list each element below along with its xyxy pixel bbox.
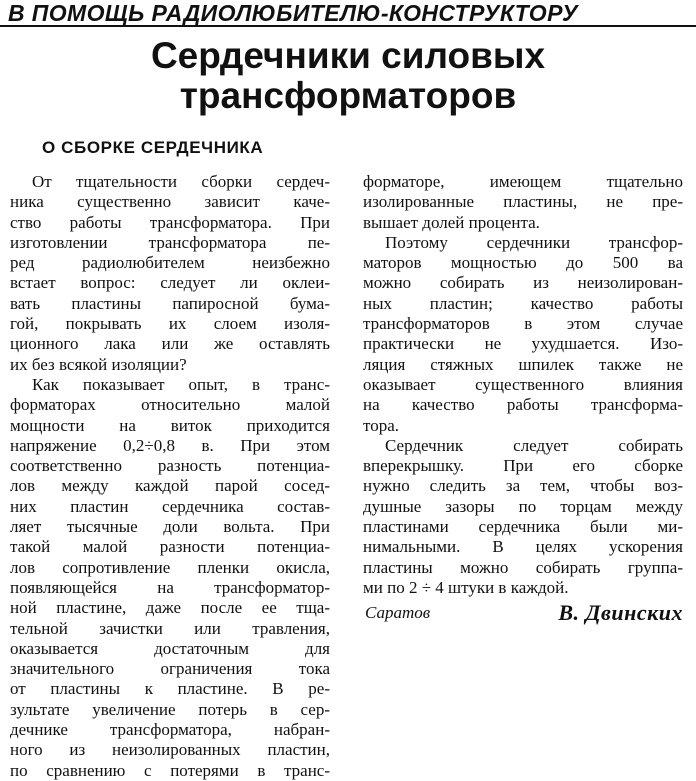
- signature-block: [363, 600, 683, 628]
- text-line: гой, покрывать их слоем изоля-: [10, 314, 330, 334]
- author-name: В. Двинских: [558, 600, 683, 625]
- text-line: практически не ухудшается. Изо-: [363, 334, 683, 354]
- text-line: От тщательности сборки сердеч-: [32, 172, 330, 191]
- text-column-left: [10, 172, 330, 781]
- text-line: такой малой разности потенциа-: [10, 537, 330, 557]
- text-line: Как показывает опыт, в транс-: [32, 374, 330, 394]
- text-line: тельной зачистки или травления,: [10, 618, 330, 638]
- text-line: Сердечник следует собирать: [385, 435, 683, 455]
- text-line: оказывает существенного влияния: [363, 374, 683, 394]
- text-line: на качество работы трансформа-: [363, 395, 683, 415]
- text-line: изолированные пластины, не пре-: [363, 192, 683, 212]
- text-line: мощности на виток приходится: [10, 415, 330, 435]
- text-line: зультате увеличение потерь в сер-: [10, 699, 330, 719]
- text-line: пластины можно собирать группа-: [363, 557, 683, 577]
- text-line: по сравнению с потерями в транс-: [10, 760, 330, 780]
- text-line: маторов мощностью до 500 ва: [363, 253, 683, 273]
- text-line: форматорах относительно малой: [10, 395, 330, 415]
- text-line: от пластины к пластине. В ре-: [10, 679, 330, 699]
- text-line: ми по 2 ÷ 4 штуки в каждой.: [363, 577, 569, 597]
- article-title-line-2: трансформаторов: [179, 75, 517, 116]
- text-line: нужно следить за тем, чтобы воз-: [363, 476, 683, 496]
- text-line: лов сопротивление пленки окисла,: [10, 557, 330, 577]
- article-title-line-1: Сердечники силовых: [150, 35, 546, 76]
- article-title: [0, 36, 696, 116]
- text-line: вать пластины папиросной бума-: [10, 293, 330, 313]
- text-line: можно собирать из неизолирован-: [363, 273, 683, 293]
- text-line: тора.: [363, 415, 400, 435]
- text-line: появляющейся на трансформатор-: [10, 577, 330, 597]
- text-line: ляет тысячные доли вольта. При: [10, 517, 330, 537]
- text-line: ной пластине, даже после ее тща-: [10, 598, 330, 618]
- section-rubric: В ПОМОЩЬ РАДИОЛЮБИТЕЛЮ-КОНСТРУКТОРУ: [8, 0, 578, 26]
- author-city: Саратов: [365, 603, 431, 622]
- text-line: вперекрышку. При его сборке: [363, 456, 683, 476]
- rubric-rule: [0, 25, 696, 27]
- text-line: ника существенно зависит каче-: [10, 192, 330, 212]
- text-line: Поэтому сердечники трансфор-: [385, 232, 683, 252]
- section-heading: О СБОРКЕ СЕРДЕЧНИКА: [42, 138, 264, 157]
- text-line: изготовлении трансформатора пе-: [10, 232, 330, 252]
- text-line: их без всякой изоляции?: [10, 354, 187, 374]
- text-line: напряжение 0,2÷0,8 в. При этом: [10, 435, 330, 455]
- text-line: ционного лака или же оставлять: [10, 334, 330, 354]
- text-column-right: [363, 172, 683, 598]
- text-line: душные зазоры по торцам между: [363, 496, 683, 516]
- text-line: оказывается достаточным для: [10, 638, 330, 658]
- text-line: встает вопрос: следует ли оклеи-: [10, 273, 330, 293]
- text-line: пластинами сердечника были ми-: [363, 517, 683, 537]
- text-line: ных пластин; качество работы: [363, 293, 683, 313]
- text-line: вышает долей процента.: [363, 212, 540, 232]
- text-line: ного из неизолированных пластин,: [10, 740, 330, 760]
- text-line: значительного ограничения тока: [10, 659, 330, 679]
- text-line: ство работы трансформатора. При: [10, 212, 330, 232]
- text-line: трансформаторов в этом случае: [363, 314, 683, 334]
- text-line: форматоре, имеющем тщательно: [363, 172, 683, 191]
- text-line: них пластин сердечника состав-: [10, 496, 330, 516]
- text-line: ред радиолюбителем неизбежно: [10, 253, 330, 273]
- text-line: ляция стяжных шпилек также не: [363, 354, 683, 374]
- text-line: лов между каждой парой сосед-: [10, 476, 330, 496]
- text-line: нимальными. В целях ускорения: [363, 537, 683, 557]
- text-line: соответственно разность потенциа-: [10, 456, 330, 476]
- text-line: дечнике трансформатора, набран-: [10, 720, 330, 740]
